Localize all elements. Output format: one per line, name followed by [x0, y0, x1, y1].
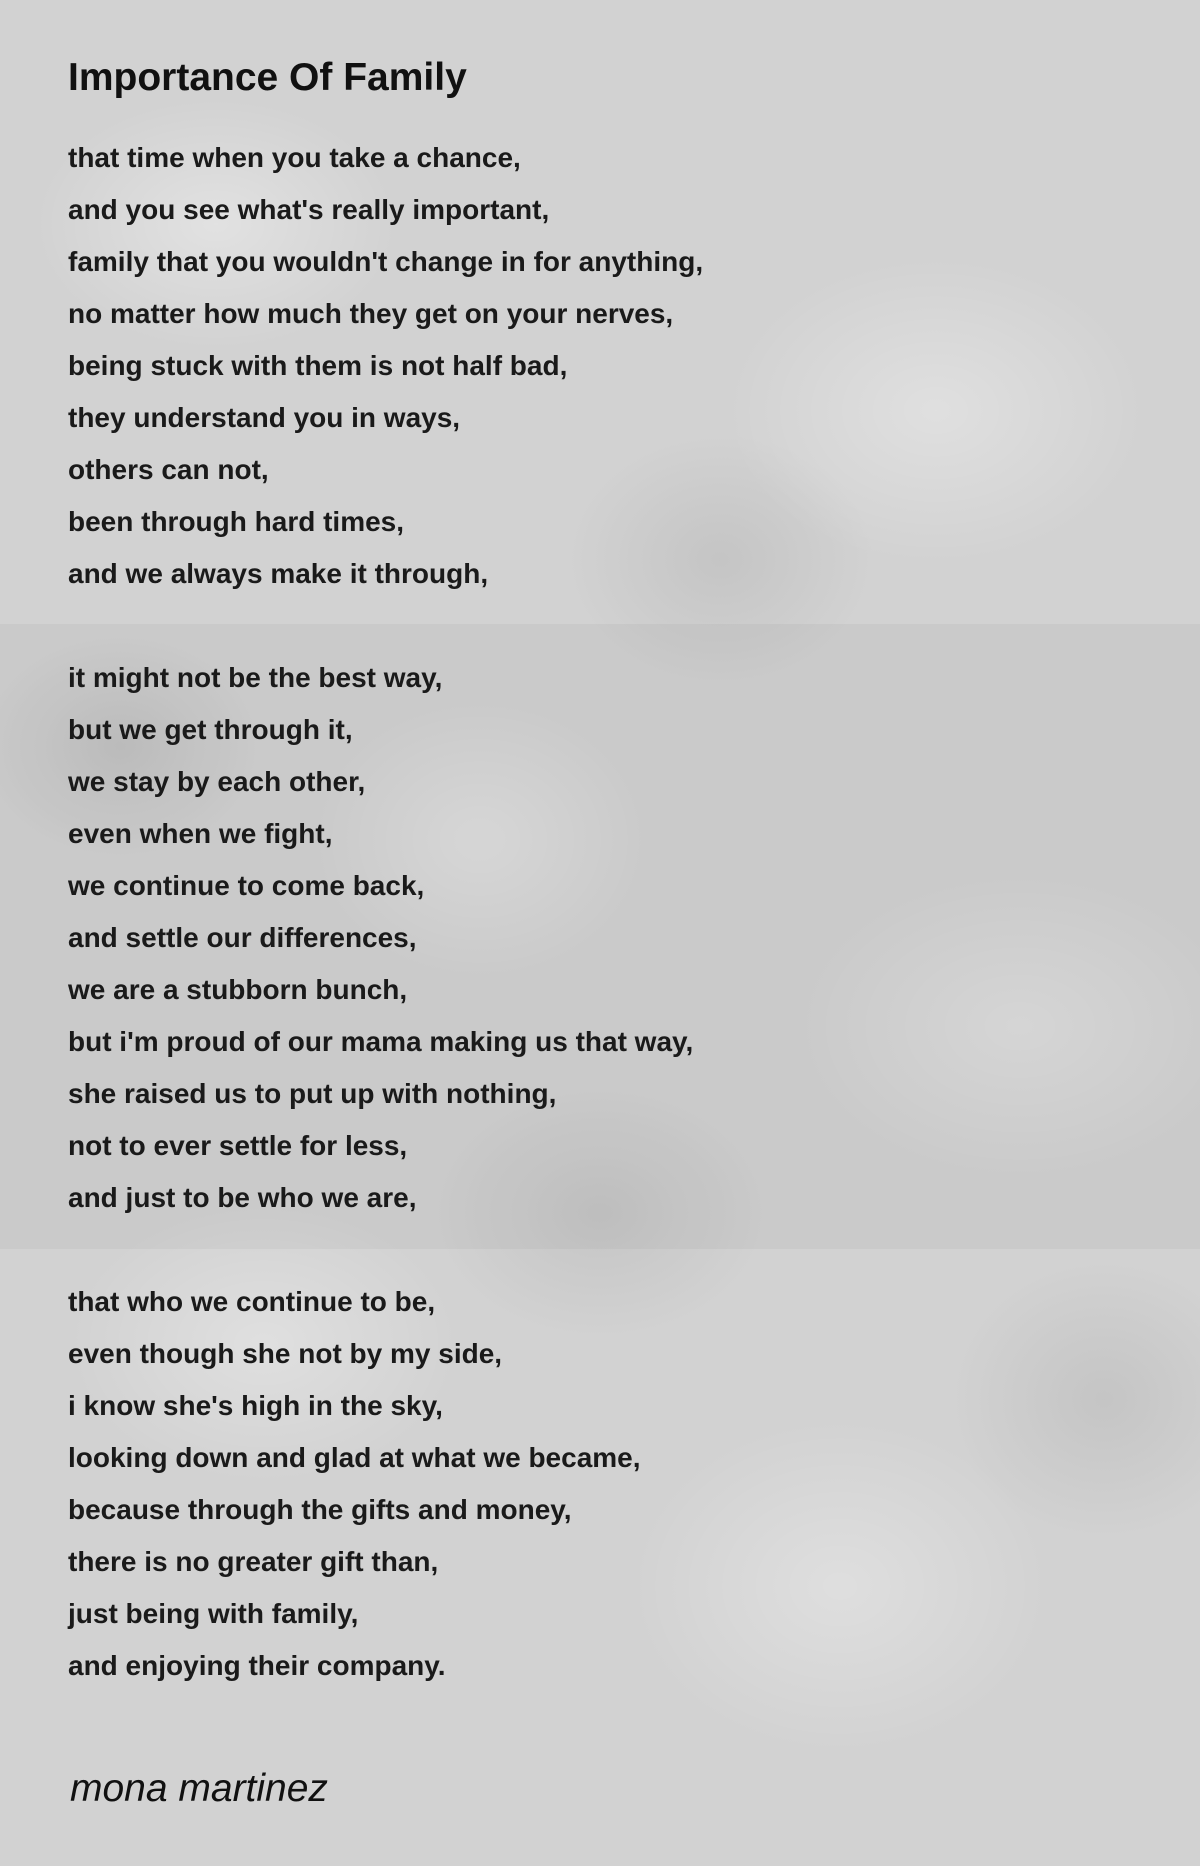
poem-line: not to ever settle for less, — [68, 1130, 408, 1161]
stanza-2 — [68, 652, 1148, 1224]
poem-line: no matter how much they get on your nerves, — [68, 298, 674, 329]
poem-line: been through hard times, — [68, 506, 405, 537]
poem-line: we continue to come back, — [68, 870, 425, 901]
poem-line: even when we fight, — [68, 818, 333, 849]
author-name: mona martinez — [70, 1767, 328, 1810]
poem-line: i know she's high in the sky, — [68, 1390, 443, 1421]
poem-line: they understand you in ways, — [68, 402, 461, 433]
poem-line: being stuck with them is not half bad, — [68, 350, 568, 381]
poem-line: family that you wouldn't change in for anything, — [68, 246, 704, 277]
poem-line: just being with family, — [68, 1598, 359, 1629]
poem-line: but i'm proud of our mama making us that way, — [68, 1026, 694, 1057]
poem-line: and enjoying their company. — [68, 1650, 446, 1681]
stanza-3 — [68, 1276, 1148, 1692]
stanza-1 — [68, 132, 1148, 600]
poem-title: Importance Of Family — [68, 56, 467, 99]
poem-line: others can not, — [68, 454, 269, 485]
poem-line: even though she not by my side, — [68, 1338, 503, 1369]
poem-line: and just to be who we are, — [68, 1182, 417, 1213]
poem-line: it might not be the best way, — [68, 662, 443, 693]
poem-line: and you see what's really important, — [68, 194, 550, 225]
poem-line: but we get through it, — [68, 714, 353, 745]
poem-line: she raised us to put up with nothing, — [68, 1078, 557, 1109]
poem-line: that time when you take a chance, — [68, 142, 521, 173]
poem-line: that who we continue to be, — [68, 1286, 436, 1317]
poem-line: and we always make it through, — [68, 558, 489, 589]
poem-line: we stay by each other, — [68, 766, 366, 797]
poem-line: looking down and glad at what we became, — [68, 1442, 641, 1473]
poem-line: because through the gifts and money, — [68, 1494, 572, 1525]
poem-container — [68, 50, 1148, 1692]
poem-line: and settle our differences, — [68, 922, 417, 953]
poem-line: there is no greater gift than, — [68, 1546, 439, 1577]
poem-line: we are a stubborn bunch, — [68, 974, 408, 1005]
